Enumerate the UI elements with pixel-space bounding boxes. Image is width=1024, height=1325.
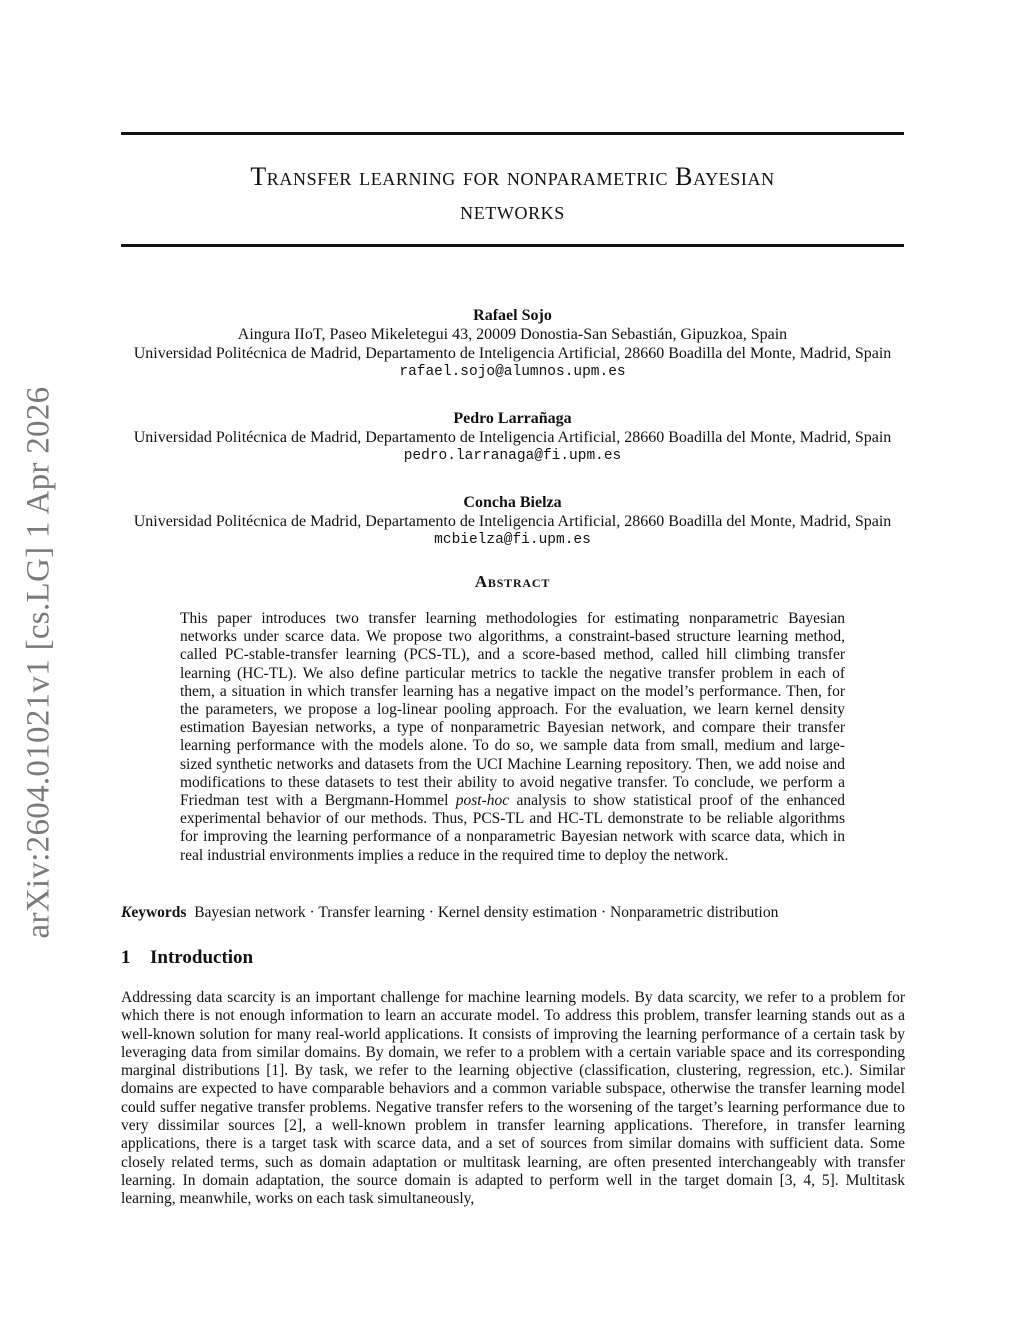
section-number: 1 xyxy=(121,947,131,968)
abstract-heading: Abstract xyxy=(474,572,551,591)
author-block-3 xyxy=(100,493,925,550)
author-email[interactable]: pedro.larranaga@fi.upm.es xyxy=(403,448,622,464)
paper-title-line-2: networks xyxy=(460,196,565,225)
section-title: Introduction xyxy=(150,947,254,968)
abstract-text xyxy=(180,610,845,865)
author-affiliation: Universidad Politécnica de Madrid, Departamento de Inteligencia Artificial, 28660 Boadilla del Monte, Madrid, Spain xyxy=(133,513,892,530)
author-block-2 xyxy=(100,409,925,466)
keywords-label-rest: eywords xyxy=(131,904,187,921)
abstract-text-part: This paper introduces two transfer learning methodologies for estimating nonparametric Bayesian networks under scarce data. We propose two algorithms, a constraint-based structure learning method, called PC-stable-transfer learning (PCS-TL), and a score-based method, called hill climbing transfer learning (HC-TL). We also define particular metrics to tackle the negative transfer problem in each of them, a situation in which transfer learning has a negative impact on the model’s performance. Then, for the parameters, we propose a log-linear pooling approach. For the evaluation, we learn kernel density estimation Bayesian networks, a type of nonparametric Bayesian network, and compare their transfer learning performance with the models alone. To do so, we sample data from small, medium and large-sized synthetic networks and datasets from the UCI Machine Learning repository. Then, we add noise and modifications to these datasets to test their ability to avoid negative transfer. To conclude, we perform a Friedman test with a Bergmann-Hommel xyxy=(180,610,845,810)
abstract-text-part: analysis to show statistical proof of the enhanced experimental behavior of our methods. Thus, PCS-TL and HC-TL demonstrate to be reliable algorithms for improving the learning performance of a nonparametric Bayesian network with scarce data, which in real industrial environments implies a reduce in the required time to deploy the network. xyxy=(180,792,846,864)
title-bottom-rule xyxy=(121,244,904,247)
section-heading-introduction xyxy=(121,947,904,969)
abstract-italic-term: post-hoc xyxy=(455,792,510,810)
author-name: Pedro Larrañaga xyxy=(453,410,572,427)
keywords-label xyxy=(121,904,186,921)
author-affiliation: Aingura IIoT, Paseo Mikeletegui 43, 20009 Donostia-San Sebastián, Gipuzkoa, Spain xyxy=(237,326,788,343)
arxiv-identifier-stamp xyxy=(14,377,64,947)
author-email[interactable]: mcbielza@fi.upm.es xyxy=(434,532,591,548)
author-block-1 xyxy=(100,306,925,382)
keywords-line xyxy=(121,903,904,922)
author-name: Concha Bielza xyxy=(463,494,562,511)
author-affiliation: Universidad Politécnica de Madrid, Departamento de Inteligencia Artificial, 28660 Boadilla del Monte, Madrid, Spain xyxy=(133,429,892,446)
author-affiliation: Universidad Politécnica de Madrid, Departamento de Inteligencia Artificial, 28660 Boadilla del Monte, Madrid, Spain xyxy=(133,345,892,362)
introduction-paragraph: Addressing data scarcity is an important challenge for machine learning models. By data scarcity, we refer to a problem for which there is not enough information to learn an accurate model. To address this problem, transfer learning stands out as a well-known solution for many real-world applications. It consists of improving the learning performance of a certain task by leveraging data from similar domains. By domain, we refer to a problem with a certain variable space and its corresponding marginal distributions [1]. By task, we refer to the learning objective (classification, clustering, regression, etc.). Similar domains are expected to have comparable behaviors and a common variable subspace, otherwise the transfer learning model could suffer negative transfer problems. Negative transfer refers to the worsening of the target’s learning performance due to very dissimilar sources [2], a well-known problem in transfer learning applications. Therefore, in transfer learning applications, there is a target task with scarce data, and a set of sources from similar domains with sufficient data. Some closely related terms, such as domain adaptation or multitask learning, are often presented interchangeably with transfer learning. In domain adaptation, the source domain is adapted to perform well in the target domain [3, 4, 5]. Multitask learning, meanwhile, works on each task simultaneously, xyxy=(121,989,905,1208)
keywords-list: Bayesian network · Transfer learning · Kernel density estimation · Nonparametric distribution xyxy=(194,904,779,921)
keywords-label-initial: K xyxy=(121,904,132,921)
paper-title-line-1: Transfer learning for nonparametric Bayesian xyxy=(250,162,775,191)
title-top-rule xyxy=(121,132,904,135)
arxiv-identifier-text: arXiv:2604.01021v1 [cs.LG] 1 Apr 2026 xyxy=(20,386,57,938)
author-email[interactable]: rafael.sojo@alumnos.upm.es xyxy=(399,364,626,380)
paper-title xyxy=(121,160,904,228)
author-name: Rafael Sojo xyxy=(473,307,552,324)
